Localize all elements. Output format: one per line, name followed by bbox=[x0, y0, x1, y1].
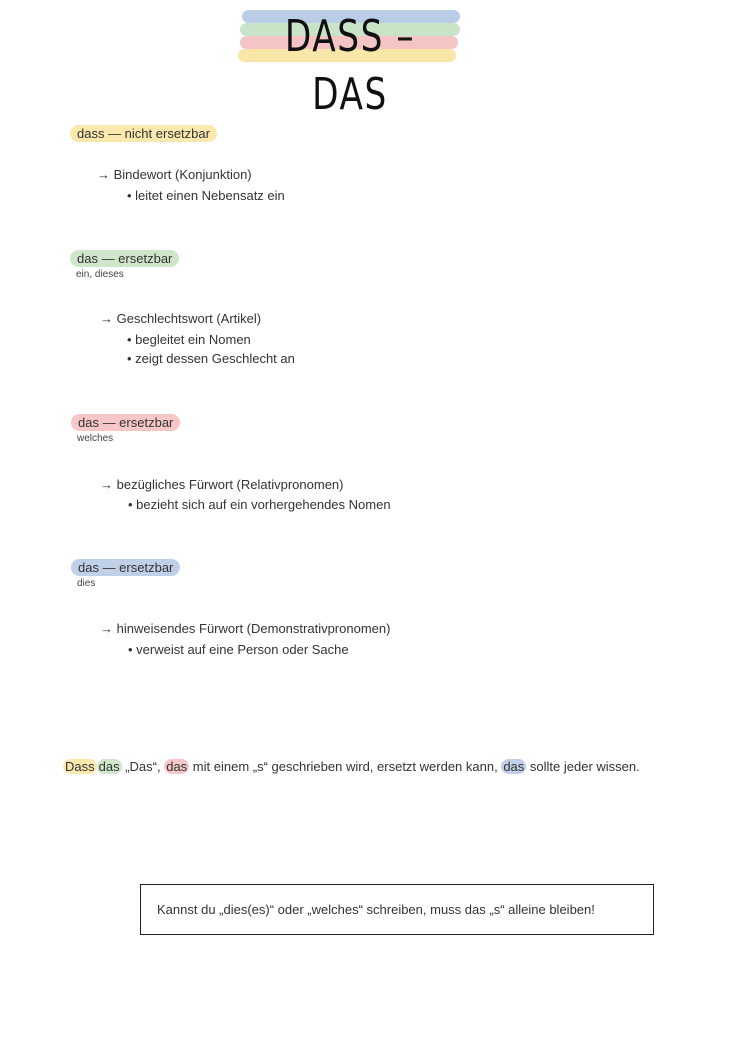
section-heading-das-artikel: das — ersetzbar bbox=[70, 250, 179, 267]
section-das-relativ bbox=[71, 414, 180, 432]
section-heading-das-relativ: das — ersetzbar bbox=[71, 414, 180, 431]
section-das-artikel-bullet-2: • zeigt dessen Geschlecht an bbox=[127, 351, 295, 366]
section-das-relativ-arrow: → bezügliches Fürwort (Relativpronomen) bbox=[100, 477, 344, 492]
section-das-demonstrativ-arrow: → hinweisendes Fürwort (Demonstrativpronomen) bbox=[100, 621, 391, 636]
section-das-demonstrativ-sub: dies bbox=[77, 578, 96, 589]
example-word-dass: Dass bbox=[65, 759, 95, 774]
example-text-2: mit einem „s“ geschrieben wird, ersetzt werden kann, bbox=[189, 759, 502, 774]
section-dass-bullet-1: • leitet einen Nebensatz ein bbox=[127, 188, 285, 203]
example-word-das-relativ: das bbox=[166, 759, 188, 774]
section-heading-das-demonstrativ: das — ersetzbar bbox=[71, 559, 180, 576]
section-das-demonstrativ bbox=[71, 559, 180, 577]
section-das-relativ-sub: welches bbox=[77, 433, 114, 444]
section-dass-arrow: → Bindewort (Konjunktion) bbox=[97, 167, 252, 182]
example-text-3: sollte jeder wissen. bbox=[526, 759, 640, 774]
page-title: DASS – DAS bbox=[284, 11, 416, 120]
section-das-artikel-arrow: → Geschlechtswort (Artikel) bbox=[100, 311, 262, 326]
section-heading-dass: dass — nicht ersetzbar bbox=[70, 125, 217, 142]
section-dass bbox=[70, 125, 217, 143]
example-word-das-demonstrativ: das bbox=[503, 759, 525, 774]
rule-box bbox=[140, 884, 654, 935]
section-das-artikel bbox=[70, 250, 179, 268]
example-text-1: „Das“, bbox=[121, 759, 165, 774]
section-das-artikel-bullet-1: • begleitet ein Nomen bbox=[127, 332, 251, 347]
example-sentence bbox=[63, 759, 640, 774]
section-das-artikel-sub: ein, dieses bbox=[76, 269, 124, 280]
section-das-demonstrativ-bullet-1: • verweist auf eine Person oder Sache bbox=[128, 642, 349, 657]
example-word-das-artikel: das bbox=[98, 759, 120, 774]
section-das-relativ-bullet-1: • bezieht sich auf ein vorhergehendes Nomen bbox=[128, 497, 391, 512]
rule-box-text: Kannst du „dies(es)“ oder „welches“ schreiben, muss das „s“ alleine bleiben! bbox=[157, 902, 595, 917]
title-block bbox=[238, 8, 462, 120]
